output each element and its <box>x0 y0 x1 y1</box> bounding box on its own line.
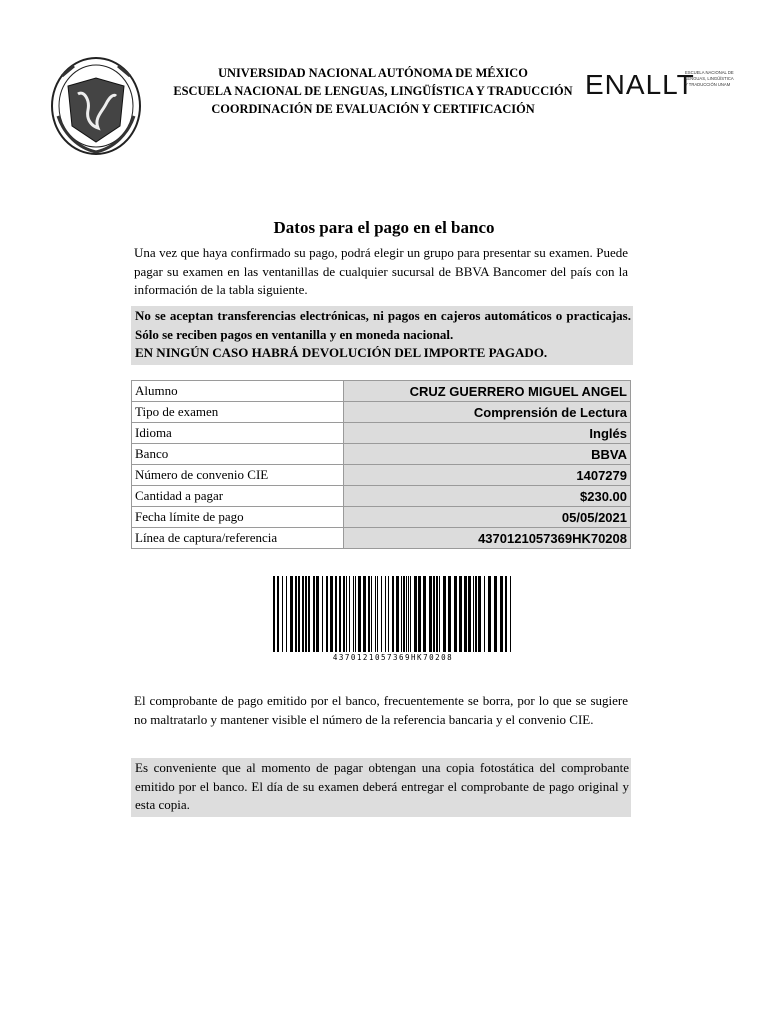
row-label: Cantidad a pagar <box>132 486 344 507</box>
warning-text: No se aceptan transferencias electrónicas, ni pagos en cajeros automáticos o practicajas. Sólo se reciben pagos en ventanilla y en moneda nacional. <box>135 308 631 342</box>
barcode-bar <box>308 576 310 652</box>
barcode-bar <box>282 576 283 652</box>
barcode-bar <box>423 576 426 652</box>
barcode-bar <box>475 576 477 652</box>
barcode-bar <box>454 576 457 652</box>
table-row <box>132 423 631 444</box>
barcode-bar <box>339 576 341 652</box>
barcode-bar <box>484 576 485 652</box>
unam-seal-logo <box>48 56 144 158</box>
barcode-bar <box>418 576 421 652</box>
barcode-bar <box>316 576 319 652</box>
intro-paragraph: Una vez que haya confirmado su pago, podrá elegir un grupo para presentar su examen. Puede pagar su examen en las ventanillas de cualquier sucursal de BBVA Bancomer del país con la información de la tabla siguiente. <box>134 245 628 297</box>
warning-box <box>131 306 633 365</box>
row-value: BBVA <box>344 444 631 465</box>
barcode-bar <box>326 576 328 652</box>
barcode-bar <box>375 576 376 652</box>
enallt-logo-subtitle: ESCUELA NACIONAL DE LENGUAS, LINGÜÍSTICA Y TRADUCCIÓN UNAM <box>685 70 734 87</box>
barcode-bar <box>322 576 323 652</box>
row-label: Tipo de examen <box>132 402 344 423</box>
barcode-bar <box>353 576 354 652</box>
barcode-bar <box>443 576 446 652</box>
barcode-bar <box>459 576 462 652</box>
barcode-bar <box>277 576 279 652</box>
barcode-bar <box>494 576 497 652</box>
barcode-bar <box>401 576 402 652</box>
barcode-bar <box>408 576 409 652</box>
barcode-bar <box>478 576 481 652</box>
barcode-bar <box>377 576 378 652</box>
barcode-bar <box>343 576 345 652</box>
barcode-bar <box>388 576 389 652</box>
school-name: ESCUELA NACIONAL DE LENGUAS, LINGÜÍSTICA Y TRADUCCIÓN <box>173 84 573 98</box>
row-value: CRUZ GUERRERO MIGUEL ANGEL <box>344 381 631 402</box>
barcode-bar <box>510 576 511 652</box>
barcode-bar <box>298 576 300 652</box>
row-label: Banco <box>132 444 344 465</box>
barcode-number: 4370121057369HK70208 <box>332 653 454 662</box>
barcode-image <box>271 576 515 652</box>
barcode-bar <box>305 576 307 652</box>
row-value: 4370121057369HK70208 <box>344 528 631 549</box>
barcode-bar <box>468 576 471 652</box>
row-value: 1407279 <box>344 465 631 486</box>
table-row <box>132 528 631 549</box>
barcode-bar <box>363 576 366 652</box>
receipt-copy-notice: Es conveniente que al momento de pagar obtengan una copia fotostática del comprobante emitido por el banco. El día de su examen deberá entregar el comprobante de pago original y esta copia. <box>131 758 631 817</box>
receipt-care-paragraph: El comprobante de pago emitido por el banco, frecuentemente se borra, por lo que se sugiere no maltratarlo y mantener visible el número de la referencia bancaria y el convenio CIE. <box>134 693 628 727</box>
row-label: Alumno <box>132 381 344 402</box>
barcode-bar <box>392 576 394 652</box>
barcode-bar <box>381 576 382 652</box>
barcode-bar <box>410 576 411 652</box>
barcode-bar <box>313 576 315 652</box>
barcode-bar <box>286 576 287 652</box>
barcode-bar <box>403 576 405 652</box>
row-value: Inglés <box>344 423 631 444</box>
row-label: Idioma <box>132 423 344 444</box>
barcode-bar <box>368 576 370 652</box>
barcode-bar <box>414 576 417 652</box>
barcode-bar <box>358 576 361 652</box>
table-row <box>132 486 631 507</box>
barcode-bar <box>396 576 399 652</box>
payment-info-table <box>131 380 631 549</box>
barcode-bar <box>349 576 350 652</box>
barcode-bar <box>290 576 293 652</box>
barcode-bar <box>433 576 435 652</box>
enallt-logo <box>585 66 735 102</box>
barcode-bar <box>406 576 407 652</box>
barcode-bar <box>448 576 451 652</box>
barcode-bar <box>439 576 440 652</box>
university-name: UNIVERSIDAD NACIONAL AUTÓNOMA DE MÉXICO <box>218 66 528 80</box>
row-label: Línea de captura/referencia <box>132 528 344 549</box>
row-value: Comprensión de Lectura <box>344 402 631 423</box>
barcode-bar <box>436 576 438 652</box>
row-label: Fecha límite de pago <box>132 507 344 528</box>
barcode-bar <box>385 576 386 652</box>
barcode-bar <box>505 576 507 652</box>
no-refund-notice: EN NINGÚN CASO HABRÁ DEVOLUCIÓN DEL IMPORTE PAGADO. <box>135 345 548 360</box>
barcode-bar <box>346 576 347 652</box>
table-row <box>132 444 631 465</box>
coordination-name: COORDINACIÓN DE EVALUACIÓN Y CERTIFICACIÓN <box>211 102 535 116</box>
barcode-bar <box>295 576 297 652</box>
barcode-bar <box>335 576 337 652</box>
barcode-bar <box>500 576 503 652</box>
barcode-bar <box>464 576 467 652</box>
enallt-logo-word: ENALLT <box>585 69 695 100</box>
table-row <box>132 507 631 528</box>
document-header <box>0 56 768 166</box>
row-value: 05/05/2021 <box>344 507 631 528</box>
barcode-bar <box>429 576 432 652</box>
barcode-bar <box>488 576 491 652</box>
barcode-bar <box>355 576 356 652</box>
barcode-bar <box>330 576 333 652</box>
institution-heading <box>148 64 598 118</box>
table-row <box>132 381 631 402</box>
row-label: Número de convenio CIE <box>132 465 344 486</box>
barcode-bar <box>273 576 275 652</box>
barcode-bar <box>302 576 304 652</box>
barcode-bar <box>371 576 372 652</box>
barcode-bar <box>473 576 474 652</box>
page-title: Datos para el pago en el banco <box>273 218 495 237</box>
table-row <box>132 465 631 486</box>
row-value: $230.00 <box>344 486 631 507</box>
table-row <box>132 402 631 423</box>
